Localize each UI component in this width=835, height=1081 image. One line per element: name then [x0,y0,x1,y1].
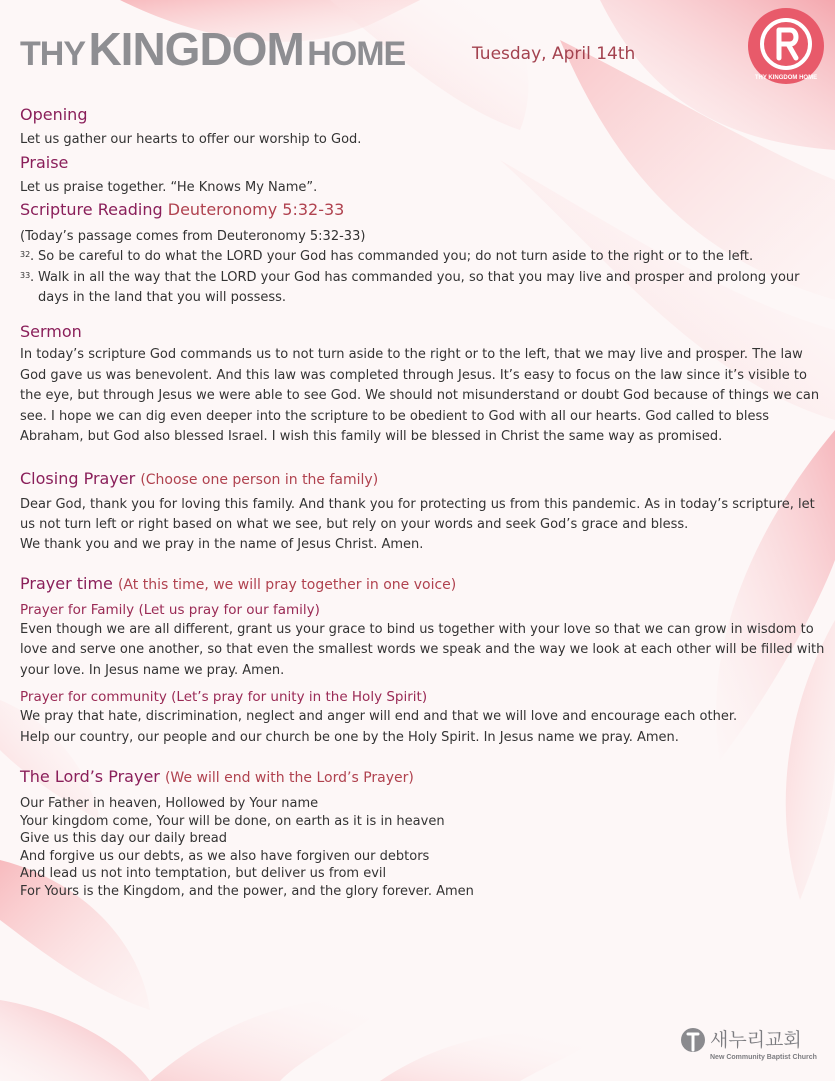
prayer-time-note: (At this time, we will pray together in one voice) [117,576,457,593]
scripture-label: Scripture Reading [20,200,163,219]
lords-prayer-note: (We will end with the Lord’s Prayer) [164,770,414,786]
church-english-name: New Community Baptist Church [710,1054,817,1061]
title-thy: THY [20,35,85,73]
lords-prayer-line: For Yours is the Kingdom, and the power, and the glory forever. Amen [20,883,474,899]
church-korean-name: 새누리교회 [710,1029,802,1051]
community-prayer-line: Help our country, our people and our church be one by the Holy Spirit. In Jesus name we pray. Amen. [20,729,679,745]
logo-caption: THY KINGDOM HOME [754,75,818,81]
closing-prayer-label: Closing Prayer [20,468,136,488]
closing-prayer-heading [20,468,832,491]
lords-prayer-heading [20,766,832,789]
lords-prayer-line: And lead us not into temptation, but deliver us from evil [20,866,387,881]
praise-text: Let us praise together. “He Knows My Name”. [20,179,318,195]
sermon-heading: Sermon [20,322,82,341]
verse-text: So be careful to do what the LORD your God has commanded you; do not turn aside to the right or to the left. [38,248,754,264]
lords-prayer-line: Your kingdom come, Your will be done, on earth as it is in heaven [20,813,445,829]
lords-prayer-text [20,795,832,900]
closing-prayer-line: Dear God, thank you for loving this family. And thank you for protecting us from this pandemic. As in today’s scripture, let us not turn left or right based on what we see, but rely on your words and seek God’s grace and bless. [20,496,815,532]
prayer-time-heading [20,573,832,596]
opening-text: Let us gather our hearts to offer our worship to God. [20,132,362,147]
lords-prayer-label: The Lord’s Prayer [20,767,160,786]
prayer-time-label: Prayer time [20,573,113,593]
sermon-text: In today’s scripture God commands us to not turn aside to the right or to the left, that we may live and prosper. The law God gave us was benevolent. And this law was completed through Jesus. It’s easy to focus on the law since it’s visible to the eye, but through Jesus we were able to see God. We should not misunderstand or doubt God because of things we can see. I hope we can dig even deeper into the scripture to be obedient to God with all our hearts. God called to bless Abraham, but God also blessed Israel. I wish this family will be blessed in Christ the same way as promised. [20,347,820,444]
closing-prayer-note: (Choose one person in the family) [140,471,379,488]
scripture-intro: (Today’s passage comes from Deuteronomy 5:32-33) [20,229,366,244]
community-prayer-heading: Prayer for community (Let’s pray for unity in the Holy Spirit) [20,689,428,705]
verse-33: 33 . Walk in all the way that the LORD your God has commanded you, so that you may live and prosper and prolong your days in the land that you will possess. [20,268,832,307]
opening-heading: Opening [20,105,88,124]
lords-prayer-line: Our Father in heaven, Hollowed by Your name [20,796,319,811]
lords-prayer-line: Give us this day our daily bread [20,831,228,846]
worship-guide [20,104,832,900]
scripture-reference: Deuteronomy 5:32-33 [167,200,345,219]
verse-32: 32 . So be careful to do what the LORD your God has commanded you; do not turn aside to the right or to the left. [20,247,832,267]
community-prayer-line: We pray that hate, discrimination, neglect and anger will end and that we will love and encourage each other. [20,709,738,724]
verse-number: 32 [20,249,31,259]
family-prayer-text: Even though we are all different, grant us your grace to bind us together with your love so that we can grow in wisdom to love and serve one another, so that even the smallest words we speak and the way we look at each other will be filled with your love. In Jesus name we pray. Amen. [20,621,825,678]
praise-heading: Praise [20,152,69,172]
verse-number: 33 [20,271,31,280]
closing-prayer-line: We thank you and we pray in the name of Jesus Christ. Amen. [20,536,424,552]
scripture-heading [20,199,832,221]
church-logo [678,1024,823,1064]
family-prayer-heading: Prayer for Family (Let us pray for our family) [20,601,320,618]
title-home: HOME [307,35,406,73]
header-date: Tuesday, April 14th [472,44,636,64]
verse-text: Walk in all the way that the LORD your God has commanded you, so that you may live and prosper and prolong your days in the land that you will possess. [38,270,800,305]
kingdom-home-logo-icon [746,6,826,86]
title-kingdom: KINGDOM [88,23,304,75]
page-title [20,22,405,76]
lords-prayer-line: And forgive us our debts, as we also have forgiven our debtors [20,848,430,864]
